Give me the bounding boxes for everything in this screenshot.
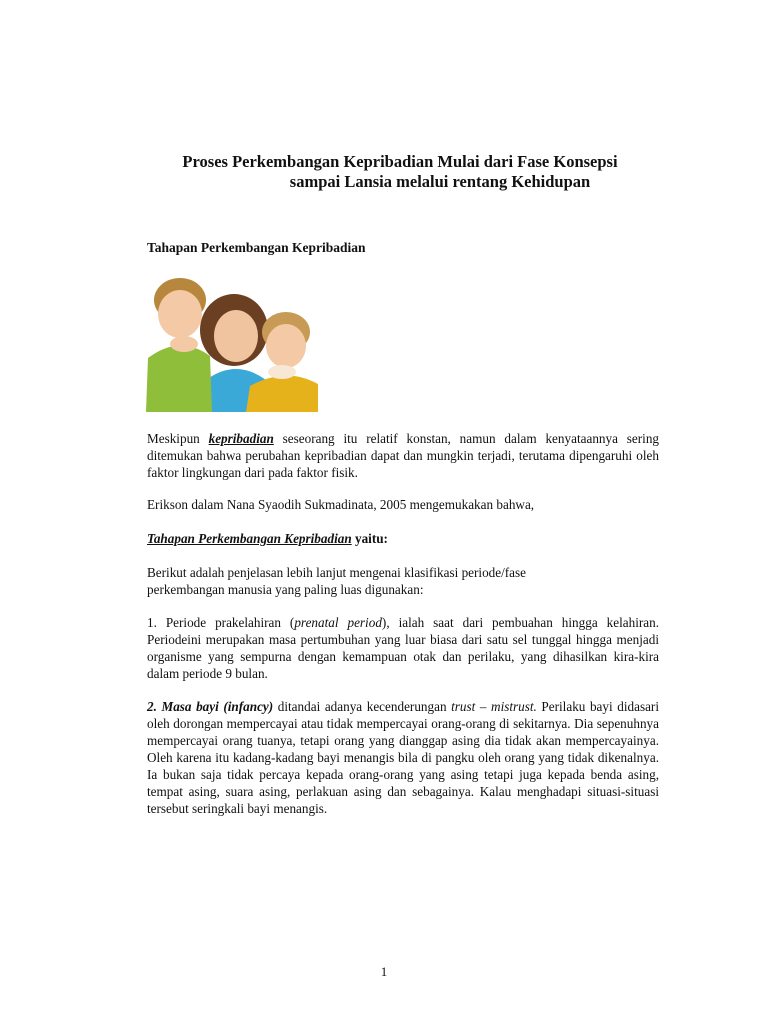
paragraph-klasifikasi [147,564,659,598]
page-number: 1 [380,964,388,979]
p1-keyword: kepribadian [208,431,274,446]
p6-text-mid: ditandai adanya kecenderungan [273,699,452,714]
title-line-2: sampai Lansia melalui rentang Kehidupan [289,172,591,191]
p3-text-end: yaitu: [351,531,388,546]
paragraph-kepribadian [147,430,659,481]
p5-text-end: ), ialah saat dari pembuahan hingga kelahiran. Periodeini merupakan masa pertumbuhan yang luar biasa dari satu sel tunggal hingga menjadi organisme yang sempurna dengan kemampuan otak dan perilaku, yang dihasilkan kira-kira dalam periode 9 bulan. [147,615,659,681]
p5-text-start: 1. Periode prakelahiran ( [147,615,295,630]
p5-term: prenatal period [294,615,382,630]
paragraph-prenatal [147,614,659,682]
paragraph-tahapan-heading [147,530,659,547]
family-photo [146,270,318,412]
family-photo-illustration [146,270,318,412]
p4-line-2: perkembangan manusia yang paling luas digunakan: [147,582,424,597]
p4-line-1: Berikut adalah penjelasan lebih lanjut mengenai klasifikasi periode/fase [147,565,527,580]
p6-text-end: Perilaku bayi didasari oleh dorongan mempercayai atau tidak mempercayai orang-orang di sekitarnya. Dia sepenuhnya mempercayai orang tuanya, tetapi orang yang dianggap asing dia tidak akan mempercayainya. Oleh karena itu kadang-kadang bayi menangis bila di pangku oleh orang yang tidak dikenalnya. Ia bukan saja tidak percaya kepada orang-orang yang asing tetapi juga kepada benda asing, tempat asing, suara asing, perlakuan asing dan sebagainya. Kalau menghadapi situasi-situasi tersebut seringkali bayi menangis. [147,699,659,816]
p6-term: trust – mistrust. [451,699,537,714]
title-line-1: Proses Perkembangan Kepribadian Mulai dari Fase Konsepsi [182,152,618,171]
p6-lead: 2. Masa bayi (infancy) [147,699,274,714]
paragraph-erikson: Erikson dalam Nana Syaodih Sukmadinata, 2005 mengemukakan bahwa, [147,497,535,512]
document-title [140,152,660,192]
p1-text-end: seseorang itu relatif konstan, namun dalam kenyataannya sering ditemukan bahwa perubahan kepribadian dapat dan mungkin terjadi, terutama dipengaruhi oleh faktor lingkungan dari pada faktor fisik. [147,431,660,480]
p1-text-start: Meskipun [147,431,209,446]
section-heading: Tahapan Perkembangan Kepribadian [147,240,366,255]
paragraph-infancy [147,698,659,817]
p3-keyword: Tahapan Perkembangan Kepribadian [147,531,352,546]
